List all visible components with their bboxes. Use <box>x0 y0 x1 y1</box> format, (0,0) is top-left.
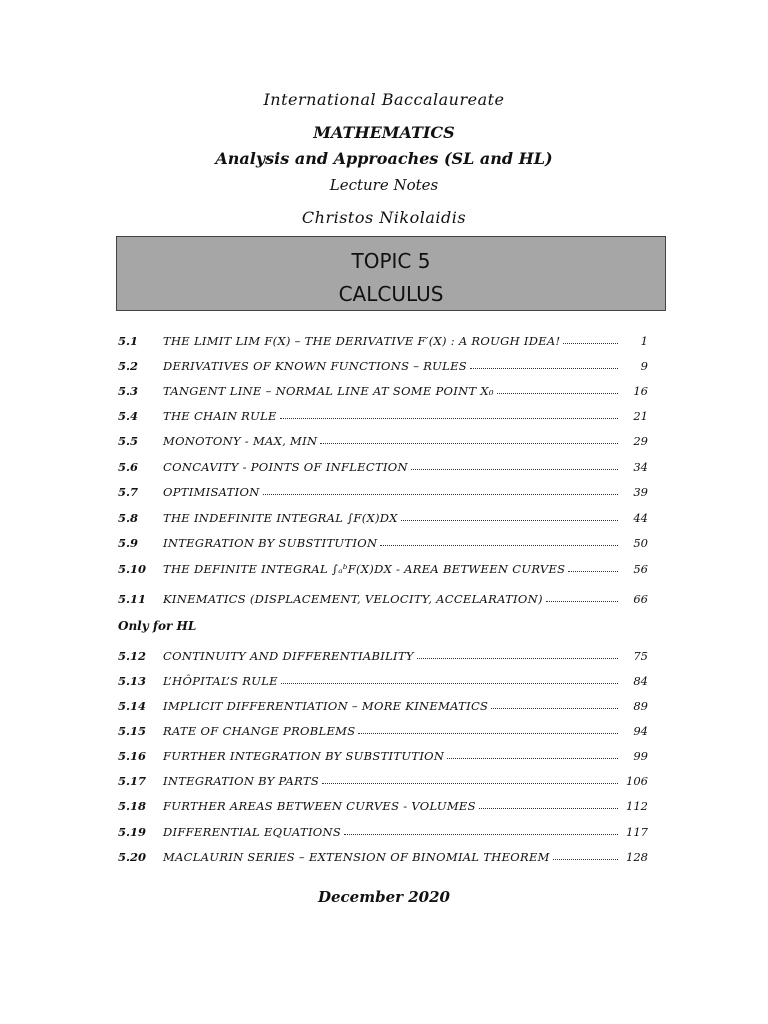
toc-number: 5.18 <box>118 799 147 813</box>
toc-leader <box>263 494 618 495</box>
toc-page: 84 <box>633 674 648 688</box>
toc-leader <box>280 418 618 419</box>
toc-leader <box>497 393 618 394</box>
toc-title: CONTINUITY AND DIFFERENTIABILITY <box>163 649 414 663</box>
toc-number: 5.5 <box>118 434 139 448</box>
toc-title: CONCAVITY - POINTS OF INFLECTION <box>163 460 408 474</box>
toc-title: MACLAURIN SERIES – EXTENSION OF BINOMIAL THEOREM <box>163 850 550 864</box>
toc-page: 44 <box>633 511 648 525</box>
toc-number: 5.17 <box>118 774 147 788</box>
toc-title: FURTHER INTEGRATION BY SUBSTITUTION <box>163 749 445 763</box>
toc-row[interactable] <box>118 741 648 763</box>
toc-number: 5.13 <box>118 674 147 688</box>
toc-leader <box>491 708 618 709</box>
only-hl-heading: Only for HL <box>118 619 197 633</box>
toc-row[interactable] <box>118 477 648 499</box>
toc-leader <box>417 658 618 659</box>
toc-title: INTEGRATION BY PARTS <box>163 774 320 788</box>
toc-number: 5.4 <box>118 409 139 423</box>
toc-title: TANGENT LINE – NORMAL LINE AT SOME POINT X₀ <box>163 384 494 398</box>
toc-number: 5.2 <box>118 359 139 373</box>
toc-number: 5.12 <box>118 649 147 663</box>
topic-label: TOPIC 5 <box>351 249 431 273</box>
toc-number: 5.3 <box>118 384 139 398</box>
toc-leader <box>320 443 618 444</box>
toc-title: OPTIMISATION <box>163 485 260 499</box>
toc-leader <box>553 859 618 860</box>
toc-title: RATE OF CHANGE PROBLEMS <box>163 724 356 738</box>
toc-number: 5.11 <box>118 592 147 606</box>
toc-title: THE CHAIN RULE <box>163 409 277 423</box>
organization-name: International Baccalaureate <box>263 90 505 109</box>
toc-title: L’HÔPITAL’S RULE <box>163 674 278 688</box>
toc-row[interactable] <box>118 554 648 576</box>
toc-title: FURTHER AREAS BETWEEN CURVES - VOLUMES <box>163 799 476 813</box>
toc-title: MONOTONY - MAX, MIN <box>163 434 318 448</box>
author-name: Christos Nikolaidis <box>301 208 467 227</box>
toc-number: 5.6 <box>118 460 139 474</box>
toc-page: 9 <box>640 359 648 373</box>
toc-leader <box>479 808 618 809</box>
topic-banner <box>116 236 666 311</box>
toc-number: 5.10 <box>118 562 147 576</box>
toc-leader <box>380 545 618 546</box>
toc-leader <box>563 343 618 344</box>
subject-title: MATHEMATICS <box>313 123 455 142</box>
toc-page: 75 <box>633 649 648 663</box>
toc-title: KINEMATICS (DISPLACEMENT, VELOCITY, ACCELARATION) <box>163 592 543 606</box>
topic-name: CALCULUS <box>338 282 444 306</box>
toc-row[interactable] <box>118 641 648 663</box>
toc-row[interactable] <box>118 528 648 550</box>
toc-leader <box>281 683 618 684</box>
toc-number: 5.19 <box>118 825 147 839</box>
toc-leader <box>401 520 618 521</box>
toc-title: THE LIMIT LIM F(X) – THE DERIVATIVE F′(X) : A ROUGH IDEA! <box>163 334 561 348</box>
course-title: Analysis and Approaches (SL and HL) <box>215 149 553 168</box>
toc-row[interactable] <box>118 817 648 839</box>
toc-leader <box>470 368 618 369</box>
publication-date: December 2020 <box>317 888 450 906</box>
toc-page: 128 <box>626 850 648 864</box>
toc-title: THE DEFINITE INTEGRAL ∫ₐᵇF(X)DX - AREA BETWEEN CURVES <box>163 562 566 576</box>
toc-title: IMPLICIT DIFFERENTIATION – MORE KINEMATICS <box>163 699 489 713</box>
toc-leader <box>411 469 618 470</box>
toc-number: 5.8 <box>118 511 139 525</box>
toc-number: 5.20 <box>118 850 147 864</box>
toc-page: 50 <box>633 536 648 550</box>
toc-page: 16 <box>633 384 648 398</box>
toc-title: INTEGRATION BY SUBSTITUTION <box>163 536 378 550</box>
toc-number: 5.15 <box>118 724 147 738</box>
toc-leader <box>358 733 618 734</box>
toc-number: 5.1 <box>118 334 139 348</box>
toc-row[interactable] <box>118 452 648 474</box>
toc-page: 21 <box>633 409 648 423</box>
toc-title: DERIVATIVES OF KNOWN FUNCTIONS – RULES <box>163 359 467 373</box>
toc-number: 5.16 <box>118 749 147 763</box>
toc-leader <box>322 783 618 784</box>
toc-row[interactable] <box>118 326 648 348</box>
toc-page: 117 <box>626 825 648 839</box>
toc-page: 99 <box>633 749 648 763</box>
toc-page: 106 <box>626 774 648 788</box>
toc-title: DIFFERENTIAL EQUATIONS <box>163 825 342 839</box>
toc-row[interactable] <box>118 426 648 448</box>
toc-row[interactable] <box>118 791 648 813</box>
toc-leader <box>344 834 618 835</box>
toc-row[interactable] <box>118 716 648 738</box>
toc-page: 94 <box>633 724 648 738</box>
toc-row[interactable] <box>118 691 648 713</box>
toc-page: 89 <box>633 699 648 713</box>
toc-row[interactable] <box>118 351 648 373</box>
toc-row[interactable] <box>118 842 648 864</box>
toc-page: 34 <box>633 460 648 474</box>
toc-page: 29 <box>633 434 648 448</box>
toc-row[interactable] <box>118 401 648 423</box>
toc-page: 1 <box>640 334 648 348</box>
toc-number: 5.7 <box>118 485 139 499</box>
toc-row[interactable] <box>118 584 648 606</box>
toc-row[interactable] <box>118 666 648 688</box>
toc-page: 39 <box>633 485 648 499</box>
toc-row[interactable] <box>118 503 648 525</box>
toc-leader <box>568 571 618 572</box>
toc-row[interactable] <box>118 376 648 398</box>
toc-page: 56 <box>633 562 648 576</box>
toc-row[interactable] <box>118 766 648 788</box>
toc-page: 66 <box>633 592 648 606</box>
toc-number: 5.9 <box>118 536 139 550</box>
toc-page: 112 <box>626 799 648 813</box>
toc-number: 5.14 <box>118 699 147 713</box>
toc-leader <box>546 601 618 602</box>
toc-title: THE INDEFINITE INTEGRAL ∫F(X)DX <box>163 511 398 525</box>
toc-leader <box>447 758 618 759</box>
document-type: Lecture Notes <box>329 176 439 194</box>
